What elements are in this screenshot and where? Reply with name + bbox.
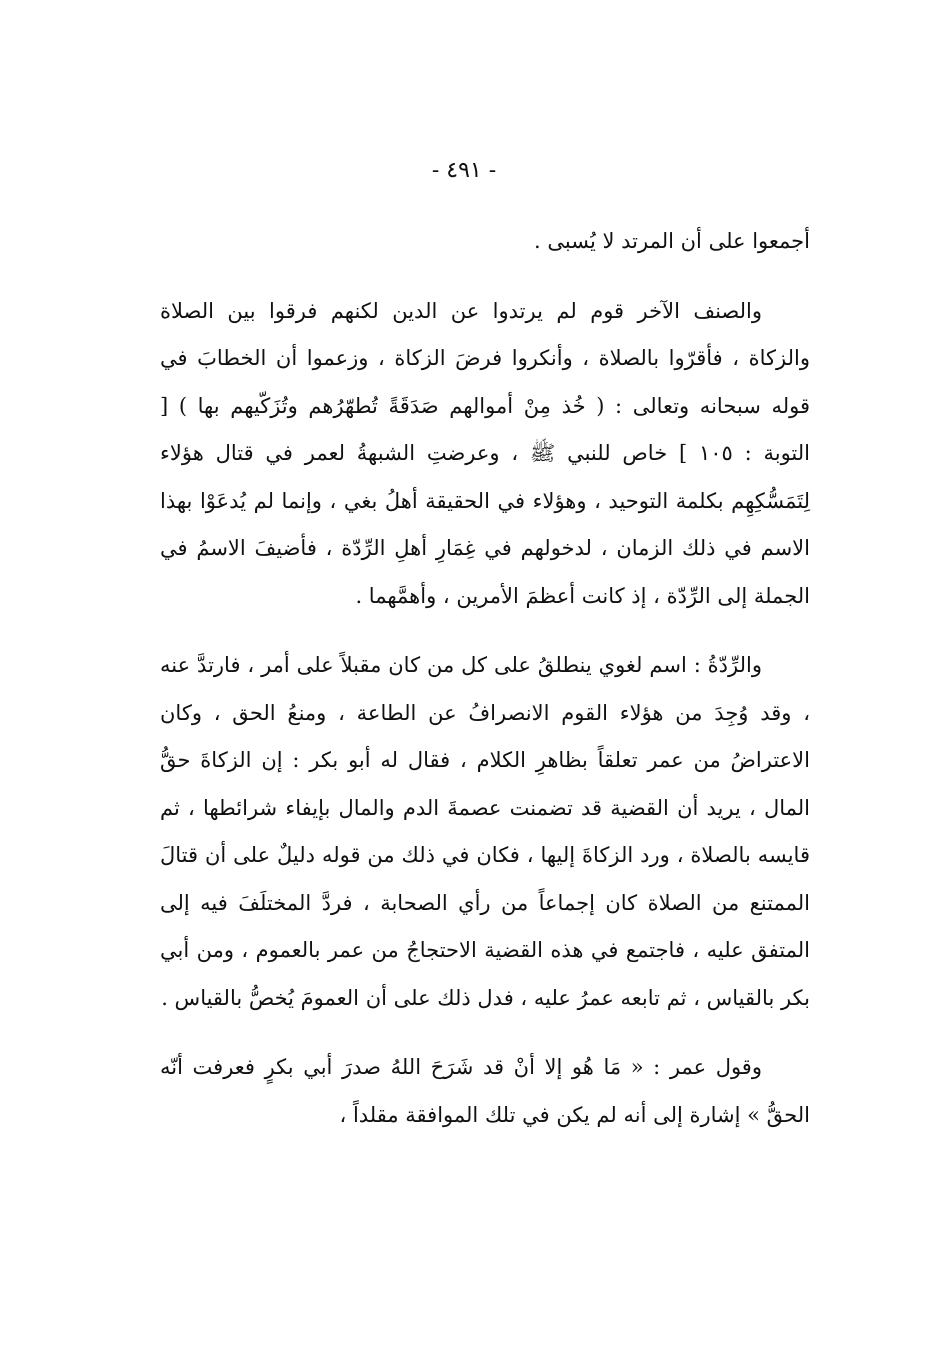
paragraph-4: وقول عمر : « مَا هُو إلا أنْ قد شَرَحَ اللهُ صدرَ أبي بكرٍ فعرفت أنّه الحقُّ » إشارة إلى أنه لم يكن في تلك الموافقة مقلداً ، [160,1055,810,1127]
body-text [160,218,810,1139]
paragraph-2: والصنف الآخر قوم لم يرتدوا عن الدين لكنهم فرقوا بين الصلاة والزكاة ، فأقرّوا بالصلاة ، وأنكروا فرضَ الزكاة ، وزعموا أن الخطابَ في قوله سبحانه وتعالى : ( خُذ مِنْ أموالهم صَدَقَةً تُطهّرُهم وتُزَكّيهم بها ) [ التوبة : ١٠٥ ] خاص للنبي ﷺ ، وعرضتِ الشبهةُ لعمر في قتال هؤلاء لِتَمَسُّكِهِم بكلمة التوحيد ، وهؤلاء في الحقيقة أهلُ بغي ، وإنما لم يُدعَوْا بهذا الاسم في ذلك الزمان ، لدخولهم في غِمَارِ أهلِ الرِّدّة ، فأضيفَ الاسمُ في الجملة إلى الرِّدّة ، إذ كانت أعظمَ الأمرين ، وأهمَّهما . [160,298,811,608]
paragraph-1: أجمعوا على أن المرتد لا يُسبى . [534,229,810,253]
page-number: - ٤٩١ - [431,158,497,183]
paragraph-3: والرِّدّةُ : اسم لغوي ينطلقُ على كل من كان مقبلاً على أمر ، فارتدَّ عنه ، وقد وُجِدَ من هؤلاء القوم الانصرافُ عن الطاعة ، ومنعُ الحق ، وكان الاعتراضُ من عمر تعلقاً بظاهرِ الكلام ، فقال له أبو بكر : إن الزكاةَ حقُّ المال ، يريد أن القضية قد تضمنت عصمةَ الدم والمال بإيفاء شرائطها ، ثم قايسه بالصلاة ، ورد الزكاةَ إليها ، فكان في ذلك من قوله دليلٌ على أن قتالَ الممتنع من الصلاة كان إجماعاً من رأي الصحابة ، فردَّ المختلَفَ فيه إلى المتفق عليه ، فاجتمع في هذه القضية الاحتجاجُ من عمر بالعموم ، ومن أبي بكر بالقياس ، ثم تابعه عمرُ عليه ، فدل ذلك على أن العمومَ يُخصُّ بالقياس . [160,653,810,1010]
